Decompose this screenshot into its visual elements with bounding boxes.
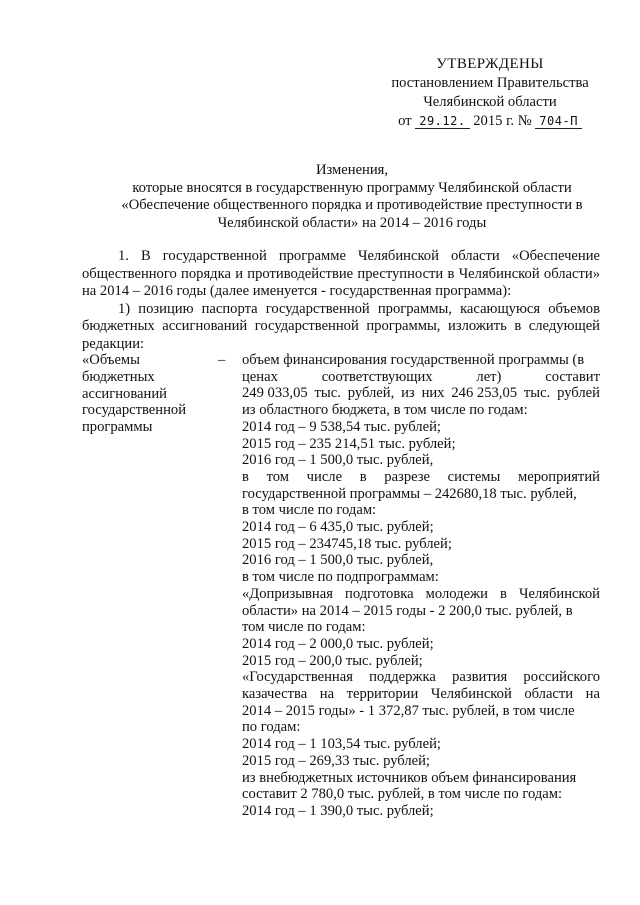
word: области <box>524 686 574 703</box>
passport-value-line: составит 2 780,0 тыс. рублей, в том числе по годам: <box>242 786 563 803</box>
heading-line-3: «Обеспечение общественного порядка и противодействие преступности в <box>121 197 583 213</box>
word: в <box>242 468 249 485</box>
word: тыс. <box>523 385 551 402</box>
passport-value-line: 2014 год – 9 538,54 тыс. рублей; <box>242 418 441 435</box>
word: соответствующих <box>321 368 433 385</box>
word: Челябинской <box>519 585 600 602</box>
word: числе <box>306 468 343 485</box>
passport-value-line: 2016 год – 1 500,0 тыс. рублей, <box>242 552 434 569</box>
passport-value-line: 2015 год – 235 214,51 тыс. рублей; <box>242 435 456 452</box>
passport-value-line: 2016 год – 1 500,0 тыс. рублей, <box>242 452 434 469</box>
passport-value-line: объем финансирования государственной программы (в <box>242 352 585 368</box>
paragraph-2: 1) позицию паспорта государственной программы, касающуюся объемов бюджетных ассигнований государственной программы, изложить в следующей редакции: <box>82 300 600 352</box>
passport-position-label <box>82 352 212 436</box>
word: системы <box>447 468 501 485</box>
heading-line-4: Челябинской области» на 2014 – 2016 годы <box>217 214 487 231</box>
label-line: программы <box>82 419 153 436</box>
passport-value-line <box>242 469 600 486</box>
passport-value-line: в том числе по подпрограммам: <box>242 569 439 586</box>
word: лет) <box>476 368 502 385</box>
passport-value-line: 2014 – 2015 годы» - 1 372,87 тыс. рублей, в том числе <box>242 702 575 719</box>
word: «Допризывная <box>242 585 333 602</box>
passport-value-line: из областного бюджета, в том числе по годам: <box>242 402 528 419</box>
passport-value-line: в том числе по годам: <box>242 502 377 519</box>
passport-value-line: 2014 год – 1 390,0 тыс. рублей; <box>242 802 434 819</box>
heading-line-2: которые вносятся в государственную программу Челябинской области <box>132 179 572 196</box>
word: российского <box>523 669 600 686</box>
word: из <box>401 385 415 402</box>
word: разрезе <box>384 468 431 485</box>
word: рублей, <box>347 385 395 402</box>
passport-value-line: 2014 год – 1 103,54 тыс. рублей; <box>242 736 441 753</box>
label-line: бюджетных <box>82 368 155 385</box>
word: составит <box>545 368 600 385</box>
passport-value-line: 2015 год – 269,33 тыс. рублей; <box>242 752 430 769</box>
word: подготовка <box>345 585 414 602</box>
word: молодежи <box>425 585 488 602</box>
word: 246 253,05 <box>451 385 518 402</box>
from-label: от <box>398 113 412 129</box>
word: том <box>266 468 290 485</box>
word: мероприятий <box>518 468 600 485</box>
passport-value-line <box>242 586 600 603</box>
label-line: «Объемы <box>82 352 140 368</box>
passport-value-line <box>242 686 600 703</box>
approval-stamp <box>370 55 610 131</box>
handwritten-number: 704-П <box>535 115 582 129</box>
document-body <box>82 248 600 353</box>
word: «Государственная <box>242 669 353 686</box>
passport-value-line: том числе по годам: <box>242 619 366 636</box>
approval-date-line <box>370 112 610 131</box>
passport-value-line: из внебюджетных источников объем финансирования <box>242 769 577 786</box>
word: на <box>585 686 600 703</box>
document-heading <box>84 162 620 232</box>
passport-value-line: 2014 год – 2 000,0 тыс. рублей; <box>242 635 434 652</box>
word: 249 033,05 <box>242 385 308 402</box>
passport-value-line: области» на 2014 – 2015 годы - 2 200,0 тыс. рублей, в <box>242 602 573 619</box>
paragraph-1: 1. В государственной программе Челябинской области «Обеспечение общественного порядка и противодействие преступности в Челябинской области» на 2014 – 2016 годы (далее именуется - государственная программа): <box>82 248 600 299</box>
word: территории <box>346 686 419 703</box>
word: в <box>359 468 367 485</box>
label-dash: – <box>218 352 226 368</box>
word: рублей <box>557 385 600 402</box>
passport-value-line: 2015 год – 234745,18 тыс. рублей; <box>242 535 452 552</box>
passport-value-line <box>242 369 600 386</box>
word: на <box>319 686 335 703</box>
word: тыс. <box>314 385 341 402</box>
passport-position-value <box>242 352 600 820</box>
word: развития <box>452 669 508 686</box>
passport-value-line: 2014 год – 6 435,0 тыс. рублей; <box>242 519 434 536</box>
approval-line-2: Челябинской области <box>423 94 557 110</box>
word: казачества <box>242 686 308 703</box>
label-line: государственной <box>82 402 187 419</box>
word: ценах <box>242 368 278 385</box>
passport-value-line: государственной программы – 242680,18 тыс. рублей, <box>242 485 577 502</box>
passport-value-line <box>242 385 600 402</box>
approval-line-1: постановлением Правительства <box>391 75 589 91</box>
passport-value-line: по годам: <box>242 719 301 736</box>
word: поддержка <box>369 669 436 686</box>
word: Челябинской <box>430 686 512 703</box>
handwritten-date: 29.12. <box>415 115 469 129</box>
word: в <box>500 585 507 602</box>
label-line: ассигнований <box>82 385 167 402</box>
passport-value-line: 2015 год – 200,0 тыс. рублей; <box>242 652 423 669</box>
passport-value-line <box>242 669 600 686</box>
approval-title: УТВЕРЖДЕНЫ <box>436 56 544 72</box>
heading-line-1: Изменения, <box>315 162 389 178</box>
year-label: 2015 г. № <box>473 113 532 129</box>
word: них <box>421 385 445 402</box>
